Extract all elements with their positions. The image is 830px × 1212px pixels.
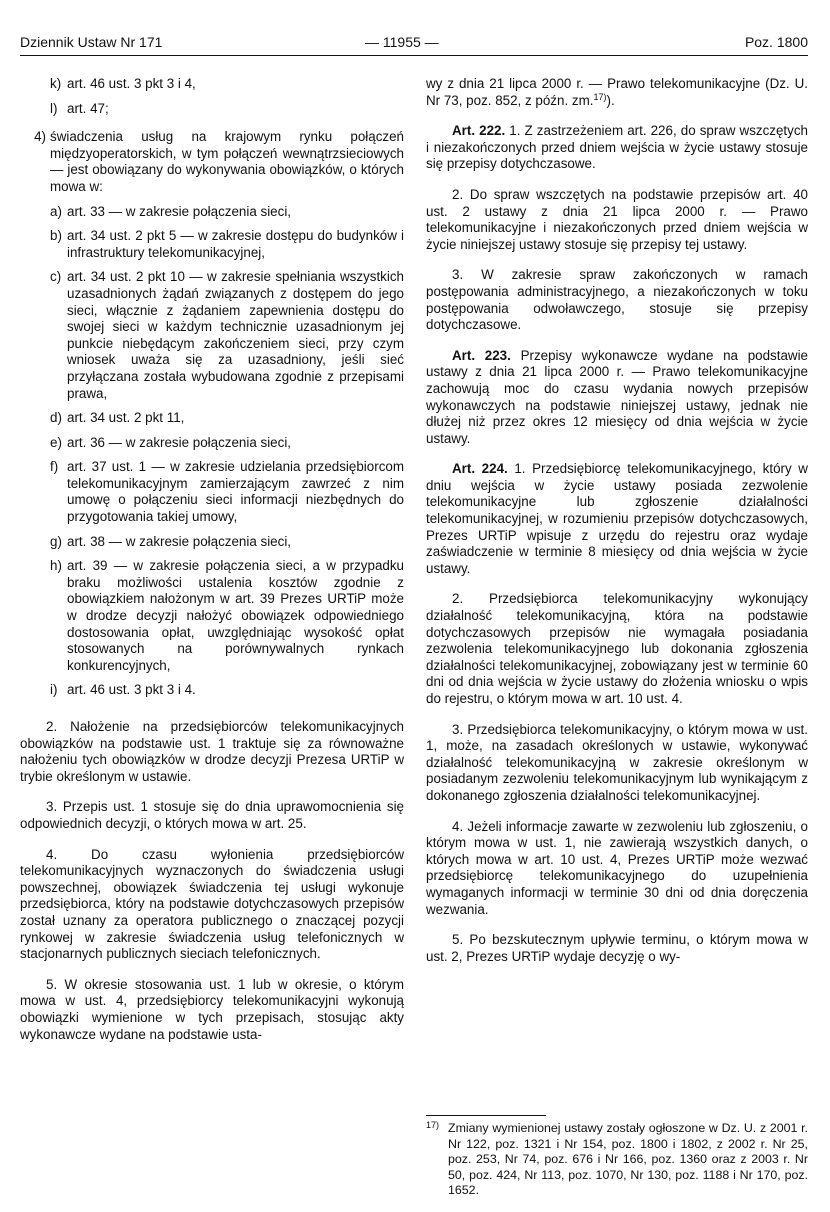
list-item: h) art. 39 — w zakresie połączenia sieci, a w przypadku braku możliwości ustalenia kosztów zgodnie z obowiązkiem nałożonym w art. 39 Prezes URTiP może w drodze decyzji nałożyć obowiązek odpowiedniego dostosowania opłat, uwzględniając wysokość opłat stosowanych na porównywalnych rynkach konkurencyjnych, xyxy=(50,558,404,673)
article-224-p4: 4. Jeżeli informacje zawarte w zezwoleniu lub zgłoszeniu, o którym mowa w ust. 1, nie zawierają wszystkich danych, o których mowa w art. 10 ust. 4, Prezes URTiP może wezwać przedsiębiorcę telekomunikacyjnego do uzupełnienia wymaganych informacji w terminie 30 dni od dnia doręczenia wezwania. xyxy=(426,818,808,917)
article-223: Art. 223. Przepisy wykonawcze wydane na podstawie ustawy z dnia 21 lipca 2000 r. — Prawo telekomunikacyjne zachowują moc do czasu wydania nowych przepisów wykonawczych na podstawie niniejszej ustawy, jednak nie dłużej niż przez okres 12 miesięcy od dnia wejścia w życie ustawy. xyxy=(426,347,809,446)
footnote xyxy=(426,1121,808,1199)
article-heading: Art. 224. xyxy=(452,461,508,477)
article-222-p3: 3. W zakresie spraw zakończonych w ramach postępowania administracyjnego, a niezakończonych w toku postępowania odwoławczego, stosuje się przepisy dotychczasowe. xyxy=(426,267,808,333)
point-4: 4) świadczenia usług na krajowym rynku połączeń międzyoperatorskich, w tym połączeń wewnątrzsieciowych — jest obowiązany do wykonywania obowiązków, o których mowa w: xyxy=(34,129,404,194)
header-rule xyxy=(20,55,808,56)
list-item: e) art. 36 — w zakresie połączenia sieci, xyxy=(50,434,292,450)
position-number: Poz. 1800 xyxy=(744,34,808,50)
list-item: f) art. 37 ust. 1 — w zakresie udzielania przedsiębiorcom telekomunikacyjnym zamierzającym zawrzeć z nim umowę o połączeniu sieci informacji niezbędnych do przygotowania takiej umowy, xyxy=(50,459,404,525)
list-item: i) art. 46 ust. 3 pkt 3 i 4. xyxy=(50,682,196,698)
list-item: g) art. 38 — w zakresie połączenia sieci, xyxy=(50,533,292,549)
paragraph-3: 3. Przepis ust. 1 stosuje się do dnia uprawomocnienia się odpowiednich decyzji, o których mowa w art. 25. xyxy=(20,799,404,831)
article-224-p1: Art. 224. 1. Przedsiębiorcę telekomunikacyjnego, który w dniu wejścia w życie ustawy posiada zezwolenie telekomunikacyjne lub zgłoszenie działalności telekomunikacyjnej, w rozumieniu przepisów dotychczasowych, Prezes URTiP wpisuje z urzędu do rejestru oraz wydaje zaświadczenie w terminie 8 miesięcy od dnia wejścia w życie ustawy. xyxy=(426,461,808,576)
article-222-p1: Art. 222. 1. Z zastrzeżeniem art. 226, do spraw wszczętych i niezakończonych przed dniem wejścia w życie ustawy stosuje się przepisy dotychczasowe. xyxy=(426,123,808,172)
paragraph-5: 5. W okresie stosowania ust. 1 lub w okresie, o którym mowa w ust. 4, przedsiębiorcy telekomunikacyjni wykonują obowiązki wymienione w tych przepisach, stosując akty wykonawcze wydane na podstawie usta- xyxy=(20,976,404,1042)
journal-title: Dziennik Ustaw Nr 171 xyxy=(20,34,163,50)
list-item: b) art. 34 ust. 2 pkt 5 — w zakresie dostępu do budynków i infrastruktury telekomunikacyjnej, xyxy=(50,228,404,260)
list-item: c) art. 34 ust. 2 pkt 10 — w zakresie spełniania wszystkich uzasadnionych żądań związanych z dostępem do jego sieci, włącznie z żądaniem zapewnienia dostępu do swojej sieci w każdym technicznie uzasadnionym jej punkcie niebędącym zakończeniem sieci, przy czym wniosek uważa się za uzasadniony, jeśli sieć przyłączana została wybudowana zgodnie z przepisami prawa, xyxy=(50,269,404,401)
footnote-text: Zmiany wymienionej ustawy zostały ogłoszone w Dz. U. z 2001 r. Nr 122, poz. 1321 i Nr 154, poz. 1800 i 1802, z 2002 r. Nr 25, poz. 253, Nr 74, poz. 676 i Nr 166, poz. 1360 oraz z 2003 r. Nr 50, poz. 424, Nr 113, poz. 1070, Nr 130, poz. 1188 i Nr 170, poz. 1652. xyxy=(448,1121,808,1197)
right-column xyxy=(426,76,808,979)
list-item: a) art. 33 — w zakresie połączenia sieci, xyxy=(50,203,292,219)
left-column xyxy=(20,76,404,1057)
article-224-p3: 3. Przedsiębiorca telekomunikacyjny, o którym mowa w ust. 1, może, na zasadach określonych w ustawie, wykonywać działalność telekomunikacyjną w zakresie określonym w posiadanym zezwoleniu telekomunikacyjnym lub wynikającym z dokonanego zgłoszenia działalności telekomunikacyjnej. xyxy=(426,721,808,803)
article-224-p5: 5. Po bezskutecznym upływie terminu, o którym mowa w ust. 2, Prezes URTiP wydaje decyzję o wy- xyxy=(426,932,808,964)
list-item: d) art. 34 ust. 2 pkt 11, xyxy=(50,410,185,426)
page-header xyxy=(20,34,808,56)
footnote-marker: 17) xyxy=(426,1120,440,1130)
paragraph-4: 4. Do czasu wyłonienia przedsiębiorców telekomunikacyjnych wyznaczonych do świadczenia usługi powszechnej, obowiązek świadczenia tej usługi wykonuje przedsiębiorca, który na podstawie dotychczasowych przepisów został uznany za operatora publicznego o znaczącej pozycji rynkowej w zakresie świadczenia usług telefonicznych w stacjonarnych publicznych sieciach telefonicznych. xyxy=(20,846,404,962)
list-item-k: k) art. 46 ust. 3 pkt 3 i 4, xyxy=(50,76,196,91)
footnote-rule xyxy=(426,1115,546,1116)
article-222-p2: 2. Do spraw wszczętych na podstawie przepisów art. 40 ust. 2 ustawy z dnia 21 lipca 2000 r. — Prawo telekomunikacyjne i niezakończonych przed dniem wejścia w życie niniejszej ustawy stosuje się przepisy tej ustawy. xyxy=(426,186,808,252)
continuation-text: wy z dnia 21 lipca 2000 r. — Prawo telekomunikacyjne (Dz. U. Nr 73, poz. 852, z późn. zm.$^{17)}$). xyxy=(426,76,808,108)
paragraph-2: 2. Nałożenie na przedsiębiorców telekomunikacyjnych obowiązków na podstawie ust. 1 traktuje się za równoważne nałożeniu tych obowiązków w drodze decyzji Prezesa URTiP w trybie określonym w ustawie. xyxy=(20,719,404,784)
page-number: — 11955 — xyxy=(365,34,439,50)
footnote-ref: 17) xyxy=(593,91,607,102)
article-heading: Art. 223. xyxy=(452,347,511,363)
list-item-l: l) art. 47; xyxy=(50,100,109,116)
article-heading: Art. 222. xyxy=(452,123,506,139)
article-224-p2: 2. Przedsiębiorca telekomunikacyjny wykonujący działalność telekomunikacyjną, która na podstawie dotychczasowych przepisów nie wymagała posiadania zezwolenia telekomunikacyjnego lub dokonania zgłoszenia działalności telekomunikacyjnej, zobowiązany jest w terminie 60 dni od dnia wejścia w życie ustawy do złożenia wniosku o wpis do rejestru, o którym mowa w art. 10 ust. 4. xyxy=(426,591,808,706)
